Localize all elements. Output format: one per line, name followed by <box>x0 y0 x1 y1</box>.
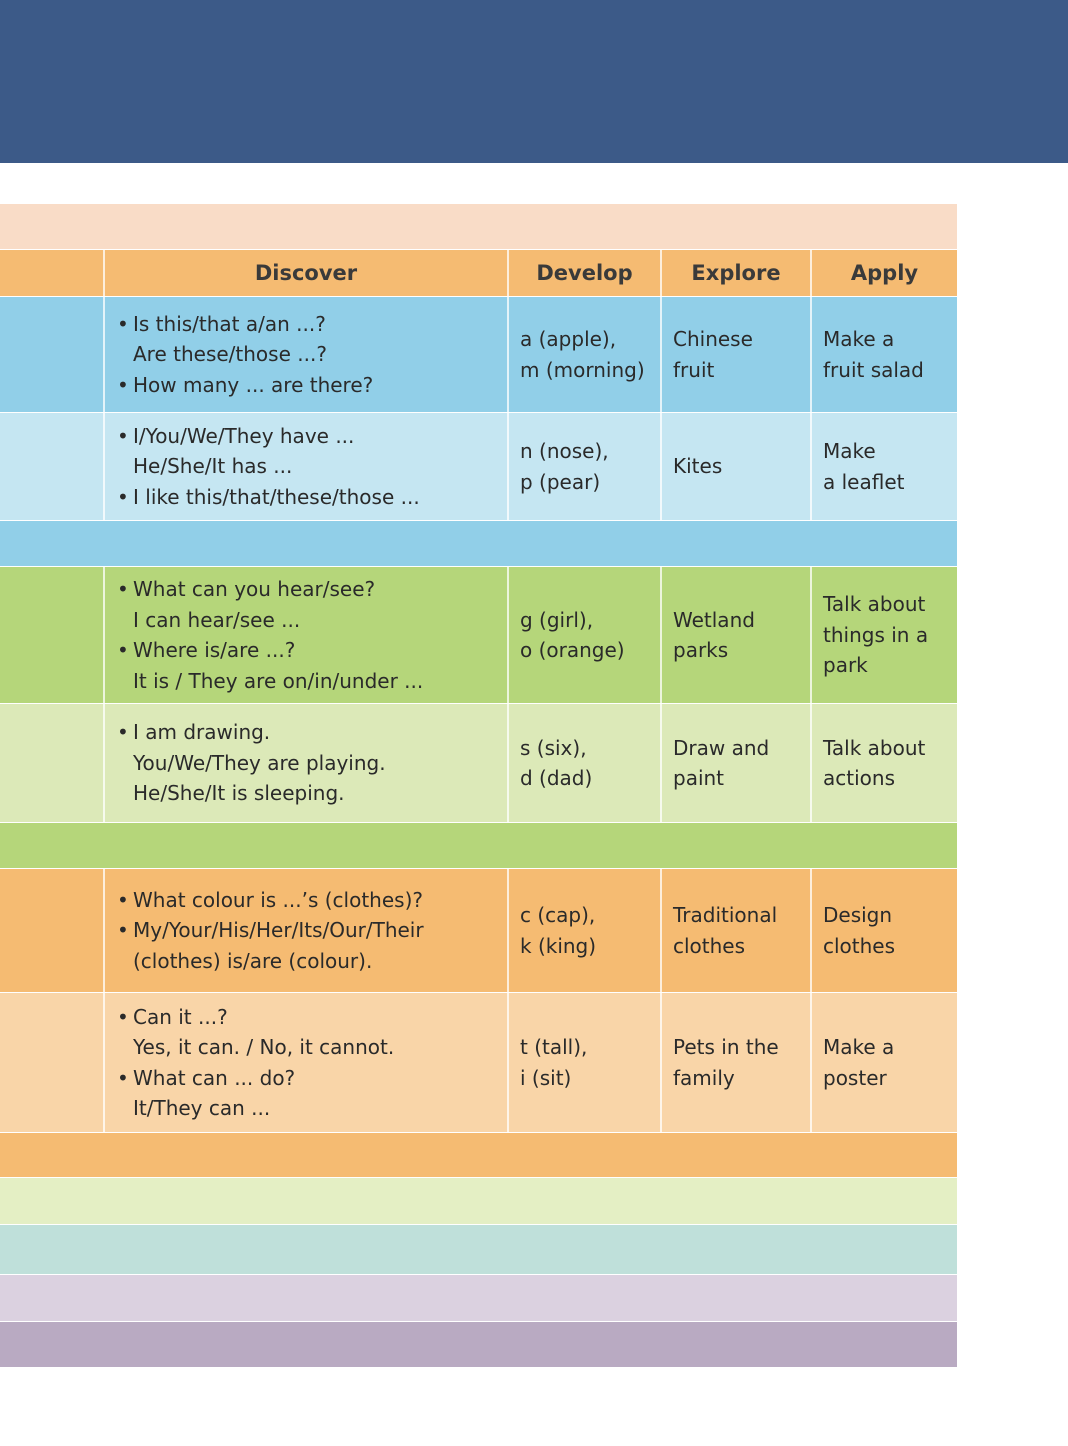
develop-line: n (nose), <box>520 439 609 463</box>
apply-line: clothes <box>823 933 896 958</box>
discover-line: • I am drawing. <box>117 717 507 748</box>
discover-line: • My/Your/His/Her/Its/Our/Their <box>117 915 507 946</box>
develop-line: g (girl), <box>520 607 594 632</box>
explore-line: Chinese <box>673 327 753 351</box>
apply-line: fruit salad <box>823 357 924 382</box>
explore-line: Traditional <box>673 903 778 927</box>
develop-cell <box>509 704 660 822</box>
band-unit-divider-blue <box>0 521 957 566</box>
band-lilac-light <box>0 1275 957 1321</box>
explore-line: Draw and <box>673 735 770 760</box>
develop-line: o (orange) <box>520 638 625 662</box>
discover-line: • I/You/We/They have ... <box>117 421 507 452</box>
explore-line: paint <box>673 766 725 790</box>
apply-line: park <box>823 653 868 678</box>
top-banner <box>0 0 1068 163</box>
discover-line: He/She/It is sleeping. <box>133 781 345 806</box>
develop-cell <box>509 869 660 992</box>
discover-line: Yes, it can. / No, it cannot. <box>133 1035 395 1059</box>
discover-line: • What can ... do? <box>117 1063 507 1094</box>
apply-line: Talk about <box>823 592 926 617</box>
apply-line: Make <box>823 439 876 463</box>
develop-line: p (pear) <box>520 469 601 494</box>
apply-line: Make a <box>823 327 895 351</box>
develop-cell <box>509 567 660 703</box>
discover-line: He/She/It has ... <box>133 454 293 479</box>
band-lilac <box>0 1322 957 1367</box>
discover-line: • How many ... are there? <box>117 370 507 401</box>
band-unit-divider-green <box>0 823 957 868</box>
header-discover: Discover <box>254 260 358 285</box>
discover-line: • Can it ...? <box>117 1002 507 1033</box>
discover-cell <box>105 704 507 822</box>
discover-line: Are these/those ...? <box>133 342 327 367</box>
develop-cell <box>509 993 660 1132</box>
explore-line: family <box>673 1065 735 1090</box>
discover-line: • Where is/are ...? <box>117 635 507 666</box>
apply-cell <box>812 567 957 703</box>
apply-cell <box>812 869 957 992</box>
header-develop: Develop <box>536 260 633 285</box>
apply-line: poster <box>823 1065 887 1090</box>
explore-line: Kites <box>673 454 723 479</box>
develop-line: s (six), <box>520 735 587 760</box>
apply-line: Talk about <box>823 735 926 760</box>
explore-cell <box>662 413 810 520</box>
band-teal <box>0 1225 957 1274</box>
develop-line: d (dad) <box>520 766 593 790</box>
develop-line: k (king) <box>520 933 597 958</box>
discover-line: It/They can ... <box>133 1096 271 1120</box>
develop-line: m (morning) <box>520 357 645 382</box>
develop-line: a (apple), <box>520 327 617 351</box>
explore-line: clothes <box>673 933 746 958</box>
apply-cell <box>812 297 957 412</box>
explore-cell <box>662 567 810 703</box>
band-unit-title <box>0 204 957 249</box>
develop-cell <box>509 297 660 412</box>
header-explore: Explore <box>691 260 781 285</box>
discover-cell <box>105 993 507 1132</box>
discover-cell <box>105 413 507 520</box>
explore-cell <box>662 869 810 992</box>
discover-line: You/We/They are playing. <box>133 750 386 775</box>
apply-cell <box>812 413 957 520</box>
explore-line: Wetland <box>673 607 755 632</box>
band-lime <box>0 1178 957 1224</box>
apply-line: things in a <box>823 622 929 647</box>
discover-line: • What can you hear/see? <box>117 574 507 605</box>
apply-line: a leaflet <box>823 469 905 494</box>
discover-cell <box>105 567 507 703</box>
apply-line: Design <box>823 903 893 927</box>
develop-line: t (tall), <box>520 1035 588 1059</box>
develop-cell <box>509 413 660 520</box>
discover-cell <box>105 297 507 412</box>
apply-cell <box>812 993 957 1132</box>
header-apply: Apply <box>850 260 919 285</box>
apply-line: actions <box>823 766 895 790</box>
explore-line: fruit <box>673 357 715 382</box>
band-unit-divider-orange <box>0 1133 957 1177</box>
explore-cell <box>662 704 810 822</box>
explore-line: Pets in the <box>673 1035 779 1059</box>
discover-line: (clothes) is/are (colour). <box>133 948 373 973</box>
discover-line: It is / They are on/in/under ... <box>133 668 424 693</box>
discover-line: I can hear/see ... <box>133 607 301 632</box>
explore-line: parks <box>673 638 729 662</box>
apply-line: Make a <box>823 1035 895 1059</box>
explore-cell <box>662 993 810 1132</box>
discover-line: • I like this/that/these/those ... <box>117 482 507 513</box>
discover-cell <box>105 869 507 992</box>
develop-line: i (sit) <box>520 1065 572 1090</box>
discover-line: • What colour is ...’s (clothes)? <box>117 885 507 916</box>
apply-cell <box>812 704 957 822</box>
develop-line: c (cap), <box>520 903 596 927</box>
discover-line: • Is this/that a/an ...? <box>117 309 507 340</box>
explore-cell <box>662 297 810 412</box>
